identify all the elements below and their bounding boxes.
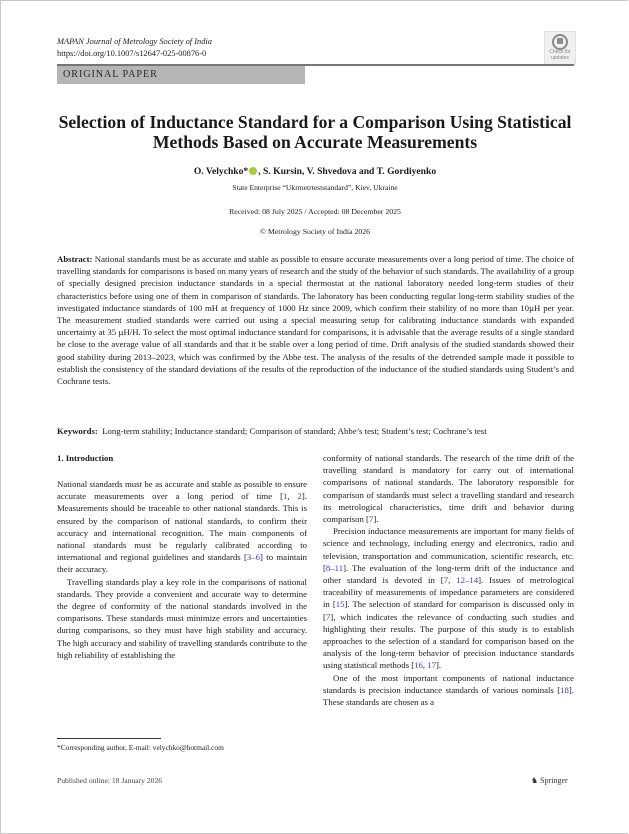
text: ]. bbox=[436, 660, 442, 671]
citation-link[interactable]: 7 bbox=[368, 514, 374, 525]
text: ]. The selection of standard for comparison is discussed only in [ bbox=[323, 599, 574, 622]
intro-paragraph bbox=[323, 452, 574, 525]
springer-horse-icon: ♞ bbox=[531, 776, 539, 785]
intro-paragraph bbox=[323, 672, 574, 709]
crossmark-icon bbox=[552, 34, 568, 50]
text: ]. These standards are chosen as a bbox=[323, 684, 574, 708]
citation-link[interactable]: 15 bbox=[335, 599, 345, 610]
check-for-updates-badge[interactable] bbox=[544, 31, 576, 65]
copyright: © Metrology Society of India 2026 bbox=[259, 227, 371, 236]
text: ]. bbox=[373, 514, 379, 525]
corresponding-author-footnote: *Corresponding author, E-mail: velychko@hotmail.com bbox=[57, 743, 224, 752]
text: ] to maintain their accuracy. bbox=[57, 552, 307, 575]
text: ]. The evaluation of the long-term drift of the inductance and other standard is devoted in [ bbox=[323, 562, 574, 586]
intro-left-column bbox=[57, 478, 307, 661]
journal-name: MAPAN Journal of Metrology Society of India bbox=[57, 37, 212, 46]
footnote-rule bbox=[57, 738, 161, 739]
intro-paragraph bbox=[323, 525, 574, 671]
article-type-band bbox=[57, 66, 305, 84]
check-updates-label-2: updates bbox=[551, 54, 569, 61]
citation-link[interactable]: 17 bbox=[427, 660, 437, 671]
keywords bbox=[57, 426, 587, 436]
text: ]. Issues of metrological traceability of measurements of impedance parameters are considered in [ bbox=[323, 575, 574, 610]
text: , bbox=[422, 660, 428, 671]
abstract-label: Abstract: bbox=[57, 254, 93, 264]
text: conformity of national standards. The research of the time drift of the travelling standard is mandatory for carry out of international comparisons of national standards. The laboratory responsible for comparison of standards must select a travelling standard and research its metrological characteristics, time drift and behavior during comparison [ bbox=[323, 453, 574, 525]
authors-others: , S. Kursin, V. Shvedova and T. Gordiyenko bbox=[258, 166, 437, 177]
check-updates-label-1: Check for bbox=[549, 49, 571, 55]
citation-link[interactable]: 18 bbox=[560, 684, 569, 695]
article-title: Selection of Inductance Standard for a Comparison Using Statistical Methods Based on Accurate Measurements bbox=[58, 112, 572, 152]
authors bbox=[40, 166, 590, 177]
doi-link[interactable]: https://doi.org/10.1007/s12647-025-00876-0 bbox=[57, 49, 207, 58]
text: One of the most important components of national inductance standards is precision inductance standards of various nominals [ bbox=[323, 672, 574, 695]
text: ]. Measurements should be traceable to other national standards. This is ensured by the comparison of national standards, to confirm their accuracy and international recognition. The main components of national standards must be regularly calibrated according to international and regional guidelines and standards [ bbox=[57, 491, 307, 563]
publisher-name: Springer bbox=[540, 776, 568, 785]
citation-link[interactable]: 12–14 bbox=[456, 575, 479, 586]
received-accepted-dates: Received: 08 July 2025 / Accepted: 08 December 2025 bbox=[229, 207, 401, 216]
text: , bbox=[287, 491, 298, 502]
citation-link[interactable]: 7 bbox=[325, 611, 331, 622]
intro-paragraph: Travelling standards play a key role in the comparisons of national standards. They provide a convenient and accurate way to determine the degree of conformity of the national standards involved in the comparisons. These standards must minimize errors and uncertainties during comparisons, so they must have high stability and accuracy. The high accuracy and stability of travelling standards contribute to the high reliability of establishing the bbox=[57, 576, 307, 660]
published-online-date: Published online: 18 January 2026 bbox=[57, 776, 163, 785]
citation-link[interactable]: 1 bbox=[282, 491, 288, 502]
citation-link[interactable]: 16 bbox=[414, 660, 423, 671]
citation-link[interactable]: 3–6 bbox=[246, 552, 261, 563]
text: National standards must be as accurate and stable as possible to ensure accurate measurements over a long period of time [ bbox=[57, 479, 307, 502]
text: Precision inductance measurements are important for many fields of science and technology, including energy and electronics, radio and television, transportation and communication, scientific research, etc. [ bbox=[323, 526, 574, 573]
section-heading-introduction: 1. Introduction bbox=[57, 453, 114, 463]
intro-paragraph bbox=[57, 478, 307, 576]
article-type: ORIGINAL PAPER bbox=[63, 69, 158, 80]
abstract bbox=[57, 253, 574, 387]
text: , bbox=[448, 575, 457, 586]
text: ], which indicates the relevance of conducting such studies and highlighting their results. The purpose of this study is to establish approaches to the selection of a standard for comparison based on the analysis of the long-term behavior of precision inductance standards using statistical methods [ bbox=[323, 611, 574, 671]
citation-link[interactable]: 8–11 bbox=[325, 562, 344, 573]
publisher-logo bbox=[531, 776, 568, 785]
keywords-label: Keywords: bbox=[57, 426, 98, 436]
affiliation: State Enterprise “Ukrmetrteststandard”, Kiev, Ukraine bbox=[232, 183, 398, 192]
orcid-icon[interactable] bbox=[249, 167, 257, 175]
author-corresponding: O. Velychko* bbox=[193, 166, 249, 177]
citation-link[interactable]: 7 bbox=[443, 575, 449, 586]
abstract-text: National standards must be as accurate and stable as possible to ensure accurate measurements over a long period of time. The choice of travelling standards for comparisons is based on many years of research and the study of the behavior of such standards. The availability of a group of specially designed precision inductance standards in a special thermostat at the national laboratory needed long-term studies of their characteristics before using one of them in comparison of standards. The laboratory has been conducting regular long-term stability studies of the investigated inductance standards of 100 mH at frequency of 1000 Hz since 2009, which confirm their stability of no more than 10µH per year. The measurement studied standards were carried out using a special measuring setup for calibrating inductance standards with expanded uncertainty at 35 µH/H. To select the most optimal inductance standard for comparisons, it is advisable that the average results of a single standard be close to the average value of all standards and that it be stable over a long period of time. Drift analysis of the studied standards showed their good stability during 2013–2023, which was confirmed by the Abbe test. The analysis of the results of the detrended sample made it possible to establish the consistency of the standard deviations of the results of the reproduction of the inductance of the studied standards using Student’s and Cochrane tests. bbox=[57, 254, 575, 387]
intro-right-column bbox=[323, 452, 574, 708]
keywords-text: Long-term stability; Inductance standard; Comparison of standard; Abbe’s test; Student’s test; Cochrane’s test bbox=[102, 426, 487, 436]
citation-link[interactable]: 2 bbox=[297, 491, 302, 502]
